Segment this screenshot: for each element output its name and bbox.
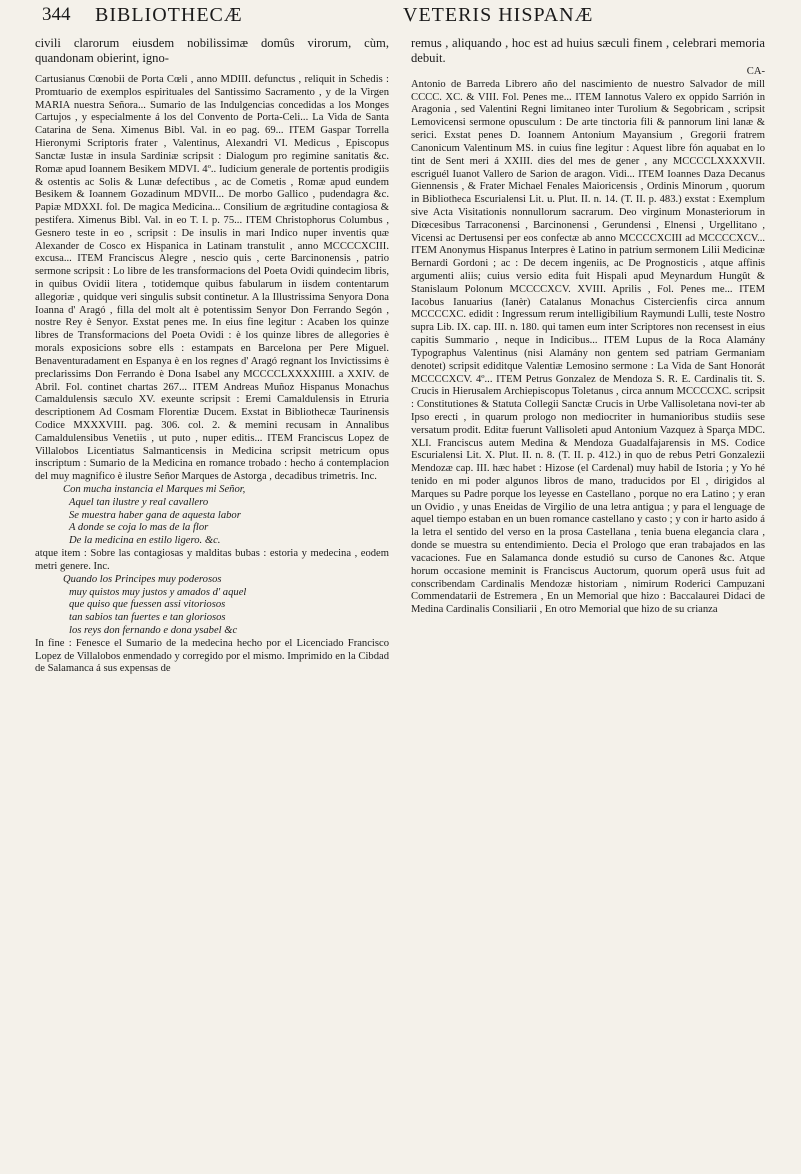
right-column [411, 36, 765, 617]
verse-line: Con mucha instancia el Marques mi Señor, [63, 484, 246, 495]
page-number: 344 [42, 4, 71, 25]
right-body-text: Antonio de Barreda Librero año del nascimiento de nuestro Salvador de mill CCCC. XC. & VIII. Fol. Penes me... ITEM Iannotus Valero ex oppido Sarrión in Aragonia , sed Valentini Regni limitaneo inter Turolium & Segobricam , scripsit Lemovicensi sermone opusculum : De arte tinctoria fili & pannorum lini lanæ & serici. Exstat penes D. Ioannem Antonium Mayansium , Gregorii fratrem Canonicum Valentinum MS. in cuius fine legitur : Aquest libre fón aquabat en lo tint de Sent meri á XXIII. dies del mes de gener , any MCCCCLXXXXVII. escriguél Iuanot Vallero de Sarion de aragon. Vidi... ITEM Ioannes Daza Decanus Giennensis , & Frater Michael Fenales Maioricensis , Ordinis Minorum , quorum in Bibliotheca Escurialensi Lit. u. Plut. II. n. 14. (T. II. p. 483.) exstat : Exemplum sive Acta Visitationis nonnullorum sacrarum. Deo virginum Monasteriorum in Diœcesibus Tarraconensi , Barcinonensi , Gerundensi , Elnensi , Urgellitano , Vicensi ac Dertusensi per eos confectæ ab anno MCCCCXCIII ad MCCCCXCV... ITEM Anonymus Hispanus Interpres è Latino in patrium sermonem Lilii Medicinæ Bernardi Gordoni ; ac : De decem ingeniis, ac De Prognosticis , atque affinis argumenti aliis; cuius versio edita fuit Hispali apud Meynardum Hungût & Stanislaum Polonum MCCCCXCV. XVIII. Aprilis , Fol. Penes me... ITEM Iacobus Ianuarius (Ianèr) Catalanus Monachus Cistercienfis circa annum MCCCCXC. edidit : Ingressum rerum intelligibilium Raymundi Lulli, teste Nostro supra Lib. IX. cap. III. n. 180. qui tamen eum inter Scriptores non recensest in eius capitis Summario , neque in Indicibus... ITEM Lupus de la Roca Alamány Typographus Valentinus (nisi Alamány non gentem sed patriam Germaniam denotet) scripsit ediditque Valentiæ Lemosino sermone : La Vida de Sant Honorát MCCCCXCV. 4º... ITEM Petrus Gonzalez de Mendoza S. R. E. Cardinalis tit. S. Crucis in Hierusalem Archiepiscopus Toletanus , circa annum MCCCCXC. scripsit : Constitutiones & Statuta Collegii Sanctæ Crucis in Urbe Vallisoletana novi-ter ab Ipso erecti , in quarum prologo non mediocriter in humanioribus studiis sese versatum prodit. Editæ fuerunt Vallisoleti apud Antonium Vazquez à Sparça MDC. XLI. Franciscus autem Medina & Mendoza Guadalfajarensis in MS. Codice Escurialensi Lit. X. Plut. II. n. 8. (T. II. p. 412.) in quo de rebus Petri Gonzalezii Mendozæ cap. III. hæc habet : Hizose (el Cardenal) muy habil de Istoria ; y Yo hé tenido en mi poder algunos libros de mano, traducidos por El , dirigidos al Marques su Padre porque los leyesse en Castellano , porque no era Latino ; y eran un Ovidio , y unas Eneidas de Virgilio de una letra antigua ; y para el lenguage de aquel tiempo estaban en un buen romance castellano y casto ; y con ir harto asido á la letra el sentido del verso en la prosa Castellana , tenia buena elegancia clara , donde se muestra su entendimiento. Decia el Prologo que eran trabajados en las vacaciones. Fue en Salamanca donde estudió su curso de Canones &c. Atque horum occasione meminit is Franciscus Auctorum, quorum operâ usus fuit ad conscribendam Cardinalis Mendozæ historiam , nimirum Roderici Campuzani Commendatarii de Estremera , En un Memorial que hizo : Baccalaurei Didaci de Medina Cardinalis Consiliarii , En otro Memorial que hizo de su crianza [411, 78, 765, 616]
verse-line: Quando los Principes muy poderosos [63, 573, 222, 585]
verse-line: Se muestra haber gana de aquesta labor [69, 509, 241, 521]
verse-line: los reys don fernando e dona ysabel &c [69, 624, 238, 636]
verse-line: De la medicina en estilo ligero. &c. [69, 535, 221, 547]
verse-line: A donde se coja lo mas de la flor [69, 522, 209, 534]
left-column [35, 36, 389, 676]
right-lead-text: remus , aliquando , hoc est ad huius sæculi finem , celebrari memoria debuit. [411, 36, 765, 65]
left-tail-text: In fine : Fenesce el Sumario de la medecina hecho por el Licenciado Francisco Lopez de Villalobos enmendado y corregido por el mismo. Imprimido en la Cibdad de Salamanca á sus expensas de [35, 637, 389, 675]
running-head-left: BIBLIOTHECÆ [95, 4, 243, 26]
verse-line: tan sabios tan fuertes e tan gloriosos [69, 612, 226, 624]
verse-line: Aquel tan ilustre y real cavallero [69, 496, 209, 508]
verse-line: que quiso que fuessen assi vitoriosos [69, 599, 226, 611]
catchword: CA- [746, 66, 765, 77]
running-head-right: VETERIS HISPANÆ [403, 4, 594, 26]
page-header [0, 0, 801, 38]
left-mid-text: atque item : Sobre las contagiosas y malditas bubas : estoria y medecina , eodem metri genere. Inc. [35, 548, 389, 572]
verse-line: muy quistos muy justos y amados d' aquel [69, 586, 247, 598]
left-lead-text: civili clarorum eiusdem nobilissimæ domûs virorum, cùm, quandonam obierint, igno- [35, 36, 389, 65]
left-body-text: Cartusianus Cœnobii de Porta Cœli , anno MDIII. defunctus , reliquit in Schedis : Promtuario de exemplos espirituales del Santissimo Sacramento , y de la Virgen MARIA nuestra Señora... Sumario de las Indulgencias concedidas a los Monges Cartujos , y especialmente á los del Convento de Porta-Celi... La Vida de Santa Catarina de Sena. Ximenus Bibl. Val. in eo pag. 69... ITEM Gaspar Torrella Hieronymi Scriptoris frater , Valentinus, Alexandri VI. Medicus , Episcopus Sanctæ Iustæ in insula Sardiniæ scripsit : Dialogum pro regimine sanitatis &c. Romæ apud Ioannem Besikem MDVI. 4º.. Iudicium generale de portentis prodigiis & ostentis ac Solis & Lunæ defectibus , ac de Cometis , Romæ apud eundem Besikem & Ioannem Gozadinum MDVII... De morbo Gallico , pudendagra &c. Papiæ MDXXI. fol. De magica Medicina... Consilium de ægritudine contagiosa & pestifera. Ximenus Bibl. Val. in eo T. I. p. 75... ITEM Christophorus Columbus , Gesnero teste in eo , scripsit : De insulis in mari Indico nuper inventis quæ Alexander de Cosco ex Hispanica in Latinam transtulit , anno MCCCCXCIII. excusa... ITEM Franciscus Alegre , nescio quis , certe Barcinonensis , patrio sermone scripsit : Lo libre de les transformacions del Poeta Ovidi quindecim libris, in quibus Ovidii litera , totidemque quibus fabularum in iisdem contentarum allegoriæ , quidque veri singulis subsit continetur. A la Illustrissima Senyora Dona Ioanna d' Aragó , filla del molt alt è potentissim Senyor Don Ferrando Segón , nostre Rey è Senyor. Exstat penes me. In eius fine legitur : Acaben los quinze libres de Transformacions del Poeta Ovidi : è los quinze libres de allegories è morals exposicions sobre ells : estampats en Barcelona per Pere Miguel. Benaventuradament en Espanya è en los regnes d' Aragó regnant los Invictissims è preclarissims Don Ferrando è Dona Isabel any MCCCCLXXXXIIII. a XXIV. de Abril. Fol. continet chartas 267... ITEM Andreas Muñoz Hispanus Monachus Camaldulensis sæculo XV. exeunte scripsit : Eremi Camaldulensis in Etruria descriptionem Ad Cosmam Florentiæ Ducem. Exstat in Bibliothecæ Taurinensis Codice MXXXVIII. pag. 306. col. 2. & memini recusam in Annalibus Camaldulensibus Venetiis , ut puto , nuper editis... ITEM Franciscus Lopez de Villalobos Licentiatus Salmanticensis in Medicina scripsit metricum opus inscriptum : Sumario de la Medicina en romance trobado : hecho á contemplacion del muy magnifico è ilustre Señor Marques de Astorga , decadibus trimetris. Inc. [35, 74, 389, 483]
